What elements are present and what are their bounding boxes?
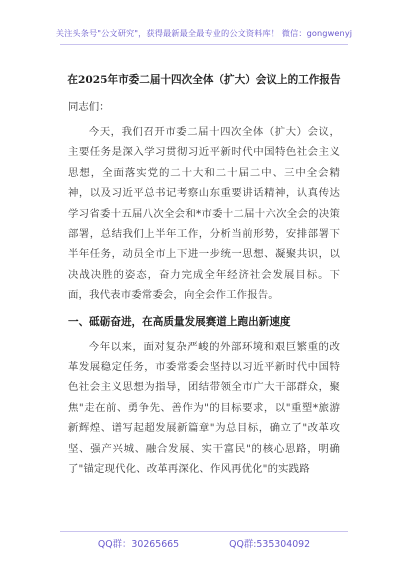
document-title: 在2025年市委二届十四次全体（扩大）会议上的工作报告 — [67, 74, 341, 86]
intro-paragraph: 今天，我们召开市委二届十四次全体（扩大）会议，主要任务是深入学习贯彻习近平新时代中国特色社会主义思想，全面落实党的二十大和二十届二中、三中全会精神，以及习近平总书记考察山东重要讲话精神，认真传达学习省委十五届八次全会和*市委十二届十六次全会的决策部署，总结我们上半年工作，分析当前形势，安排部署下半年任务，动员全市上下进一步统一思想、凝聚共识，以决战决胜的姿态，奋力完成全年经济社会发展目标。下面，我代表市委常委会，向全会作工作报告。 — [68, 126, 340, 302]
header-banner: 关注头条号"公文研究"，获得最新最全最专业的公文资料库！ 微信：gongwenyj — [55, 28, 353, 38]
page-header — [0, 0, 408, 62]
section-paragraph: 今年以来，面对复杂严峻的外部环境和艰巨繁重的改革发展稳定任务，市委常委会坚持以习近平新时代中国特色社会主义思想为指导，团结带领全市广大干部群众，聚焦"走在前、勇争先、善作为"的目标要求，以"重塑*旅游新辉煌、谱写起超发展新篇章"为总目标，确立了"改革攻坚、强产兴城、融合发展、实干富民"的核心思路，明确了"锚定现代化、改革再深化、作风再优化"的实践路 — [68, 340, 340, 476]
header-divider — [60, 44, 348, 45]
footer-divider — [60, 531, 348, 532]
section-heading: 一、砥砺奋进，在高质量发展赛道上跑出新速度 — [68, 315, 291, 328]
salutation: 同志们： — [68, 101, 110, 113]
document-body — [68, 122, 340, 486]
footer-qq-group-1: QQ群：30265665 — [97, 539, 180, 550]
page-footer — [0, 536, 408, 550]
footer-qq-group-2: QQ群:535304092 — [229, 539, 311, 550]
